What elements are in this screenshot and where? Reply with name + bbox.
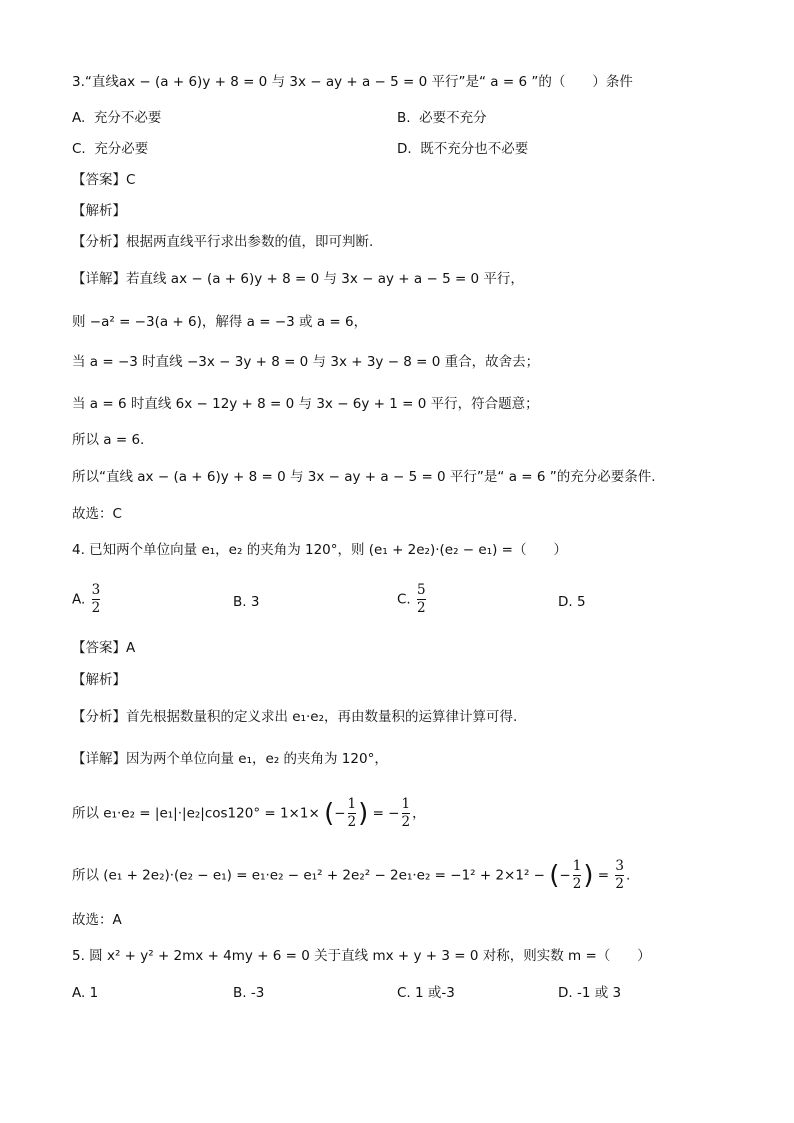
q3-step-6: 所以“直线 ax − (a + 6)y + 8 = 0 与 3x − ay + a − 5 = 0 平行”是“ a = 6 ”的充分必要条件. xyxy=(72,469,656,485)
q3-step-4: 当 a = 6 时直线 6x − 12y + 8 = 0 与 3x − 6y + 1 = 0 平行，符合题意； xyxy=(72,396,539,412)
q4-final: 故选：A xyxy=(72,912,122,928)
q3-step-3: 当 a = −3 时直线 −3x − 3y + 8 = 0 与 3x + 3y − 8 = 0 重合，故舍去； xyxy=(72,354,540,370)
q4-option-c-fraction: $\frac{5}{2}$ xyxy=(417,582,426,616)
q3-option-b: B. 必要不充分 xyxy=(397,110,487,126)
q3-step-1: 【详解】若直线 ax − (a + 6)y + 8 = 0 与 3x − ay + a − 5 = 0 平行， xyxy=(72,271,524,287)
q3-step-2: 则 −a² = −3(a + 6)，解得 a = −3 或 a = 6， xyxy=(72,314,368,330)
q3-fenxi: 【分析】根据两直线平行求出参数的值，即可判断. xyxy=(72,234,374,250)
q4-option-d: D. 5 xyxy=(558,594,586,610)
q5-option-a: A. 1 xyxy=(72,985,99,1001)
q4-step-1: 【详解】因为两个单位向量 e₁，e₂ 的夹角为 120°， xyxy=(72,751,388,767)
q4-jiexi-tag: 【解析】 xyxy=(72,672,126,688)
q4-option-a: A. $\frac{3}{2}$ xyxy=(72,582,101,616)
q3-step-5: 所以 a = 6. xyxy=(72,432,145,448)
q3-option-d: D. 既不充分也不必要 xyxy=(397,141,529,157)
q3-option-a: A. 充分不必要 xyxy=(72,110,162,126)
q3-option-c: C. 充分必要 xyxy=(72,141,149,157)
q3-final: 故选：C xyxy=(72,506,122,522)
q4-step-3: 所以 (e₁ + 2e₂)·(e₂ − e₁) = e₁·e₂ − e₁² + 2e₂² − 2e₁·e₂ = −1² + 2×1² − (− $\frac{1}{2}$ ) = $\frac{3}{2}$ . xyxy=(72,858,631,892)
q5-stem: 5. 圆 x² + y² + 2mx + 4my + 6 = 0 关于直线 mx + y + 3 = 0 对称，则实数 m =（ ） xyxy=(72,948,651,964)
q3-answer: 【答案】C xyxy=(72,172,136,188)
q4-option-a-fraction: $\frac{3}{2}$ xyxy=(91,582,101,616)
q3-jiexi-tag: 【解析】 xyxy=(72,203,126,219)
q5-option-c: C. 1 或-3 xyxy=(397,985,455,1001)
q4-step-2: 所以 e₁·e₂ = |e₁|·|e₂|cos120° = 1×1× (− $\frac{1}{2}$ ) = − $\frac{1}{2}$ ， xyxy=(72,796,426,830)
q3-stem: 3.“直线ax − (a + 6)y + 8 = 0 与 3x − ay + a − 5 = 0 平行”是“ a = 6 ”的（ ）条件 xyxy=(72,74,633,90)
q5-option-b: B. -3 xyxy=(233,985,265,1001)
q4-option-b: B. 3 xyxy=(233,594,260,610)
q5-option-d: D. -1 或 3 xyxy=(558,985,622,1001)
q4-option-c: C. $\frac{5}{2}$ xyxy=(397,582,426,616)
q4-fenxi: 【分析】首先根据数量积的定义求出 e₁·e₂，再由数量积的运算律计算可得. xyxy=(72,709,518,725)
q4-stem: 4. 已知两个单位向量 e₁，e₂ 的夹角为 120°，则 (e₁ + 2e₂)·(e₂ − e₁) =（ ） xyxy=(72,542,567,558)
q4-answer: 【答案】A xyxy=(72,640,136,656)
